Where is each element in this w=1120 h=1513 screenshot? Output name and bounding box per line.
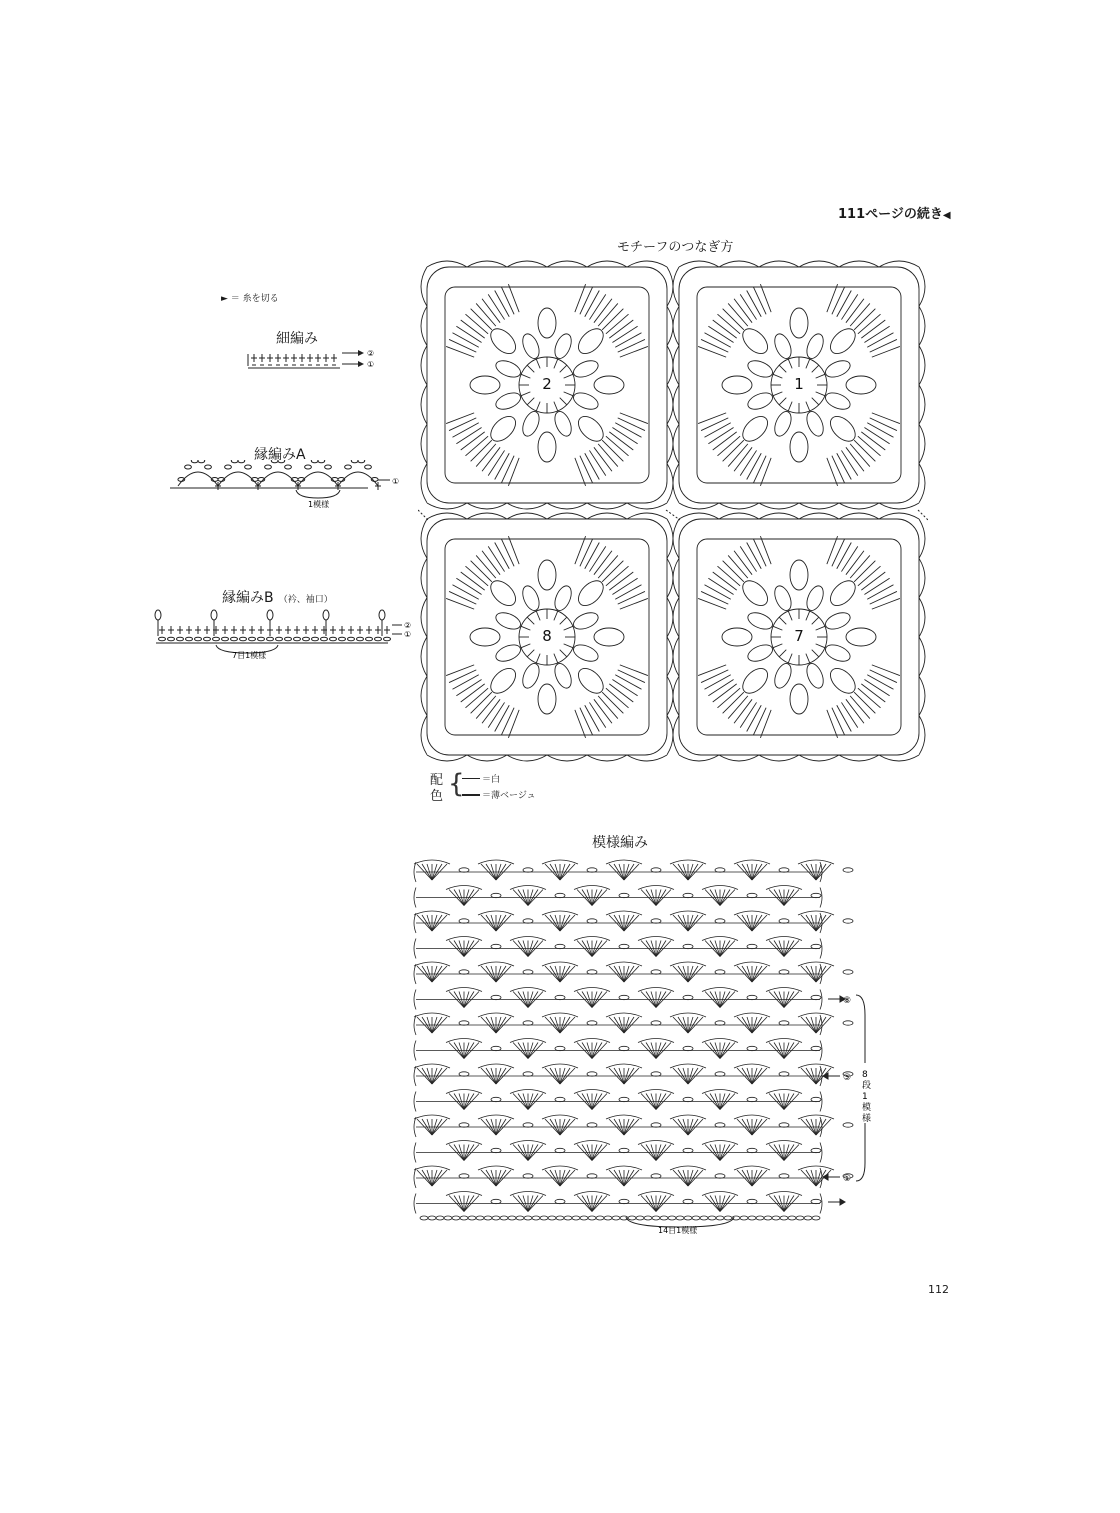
motif-title: モチーフのつなぎ方: [617, 240, 734, 255]
pattern-title: 模様編み: [592, 835, 648, 851]
sc-swatch-diagram: [240, 346, 390, 374]
color-legend: [430, 769, 570, 803]
edgeA-title: 縁編みA: [254, 447, 306, 463]
cut-marker-icon: ►: [221, 294, 228, 304]
vertical-repeat-char: 8: [862, 1070, 868, 1080]
edgeB-diagram: [152, 605, 414, 661]
page-number: 112: [928, 1283, 949, 1296]
sc-section-title: 細編み: [276, 331, 318, 347]
edgeA-repeat-label: 1模様: [308, 500, 330, 509]
cut-yarn-legend: [221, 291, 279, 304]
edgeB-title-group: [222, 587, 333, 607]
continuation-label: [838, 203, 951, 222]
continuation-text: 111ページの続き: [838, 207, 943, 222]
white-line-swatch: [462, 778, 480, 779]
edgeB-subtitle: （衿、袖口）: [278, 595, 333, 605]
motif-grid-diagram: [418, 260, 928, 770]
beige-line-swatch: [462, 794, 480, 796]
motif-number-8: 8: [542, 627, 552, 645]
vertical-repeat-char: 様: [862, 1114, 872, 1124]
motif-number-7: 7: [794, 627, 804, 645]
left-triangle-icon: ◀: [942, 210, 951, 221]
edgeB-repeat-label: 7目1模様: [232, 651, 267, 660]
edgeA-diagram: [168, 460, 408, 510]
color-heading-2: 色: [430, 789, 444, 804]
edgeB-row2-marker: ②: [404, 621, 412, 630]
sc-row2-marker: ②: [367, 349, 375, 358]
motif-number-1: 1: [794, 375, 804, 393]
pattern-stitch-diagram: [410, 855, 880, 1245]
white-color-label: ＝白: [482, 775, 501, 785]
pattern-horizontal-repeat: 14目1模様: [658, 1226, 698, 1235]
edgeB-title: 縁編みB: [222, 590, 274, 606]
legend-brace: {: [448, 769, 465, 799]
vertical-repeat-char: 模: [862, 1103, 872, 1113]
motif-number-2: 2: [542, 375, 552, 393]
pattern-row1-marker: ①: [843, 1174, 852, 1184]
cut-yarn-text: ＝ 糸を切る: [230, 294, 279, 304]
edgeB-row1-marker: ①: [404, 630, 412, 639]
sc-row1-marker: ①: [367, 360, 375, 369]
vertical-repeat-char: 1: [862, 1092, 868, 1102]
color-heading-1: 配: [430, 773, 444, 788]
pattern-row8-marker: ⑧: [843, 996, 852, 1006]
edgeA-row1-marker: ①: [392, 477, 400, 486]
beige-color-label: ＝薄ベージュ: [482, 791, 536, 801]
pattern-row5-marker: ⑤: [843, 1073, 852, 1083]
vertical-repeat-char: 段: [862, 1081, 872, 1091]
